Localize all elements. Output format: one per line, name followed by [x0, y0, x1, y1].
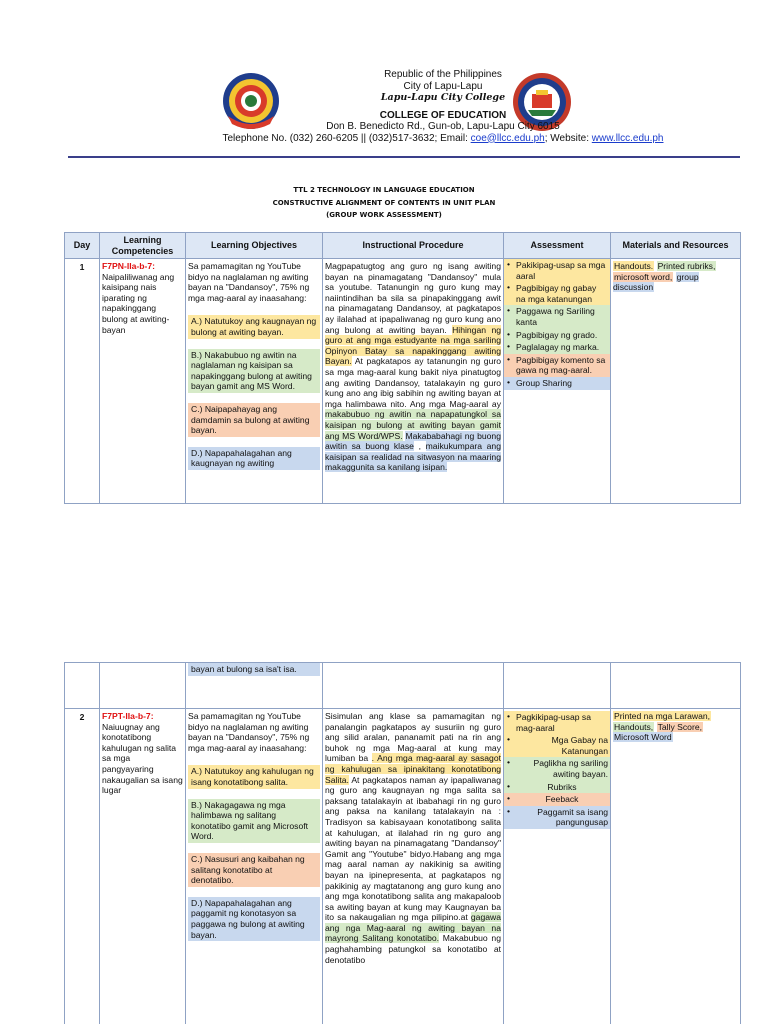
- procedure-text: Makabubuo ng paghahambing patungkol sa konotatibo at denotatibo: [325, 933, 501, 965]
- materials-cell: [611, 663, 741, 709]
- document-page-2: [0, 640, 768, 1024]
- objective-b: B.) Nakagagawa ng mga halimbawa ng salitang konotatibo gamit ang Microsoft Word.: [188, 799, 320, 843]
- competency-cell: [100, 709, 186, 1024]
- competency-text: Naiuugnay ang konotatibong kahulugan ng salita sa mga pangyayaring nakaugalian sa isang lugar: [102, 721, 183, 796]
- col-header-procedure: Instructional Procedure: [323, 233, 504, 259]
- procedure-highlight-green: gagawa ang nga Mag-aaral ng awiting bayan na mayrong Salitang konotatibo.: [325, 912, 501, 944]
- objective-d: D.) Napapahalagahan ang kaugnayan ng awiting: [188, 447, 320, 470]
- materials-cell: [611, 709, 741, 1024]
- material-item: Handouts,: [614, 721, 654, 732]
- assessment-item: • Rubriks: [504, 781, 610, 794]
- objective-d-continued: bayan at bulong sa isa't isa.: [188, 663, 320, 676]
- document-titles: [0, 184, 768, 222]
- assessment-item: • Pagkikipag-usap sa mag-aaral: [504, 711, 610, 734]
- objectives-cell: [186, 663, 323, 709]
- republic-line: Republic of the Philippines: [384, 69, 502, 80]
- assessment-item: • Paglikha ng sariling awiting bayan.: [504, 757, 610, 780]
- objective-intro: Sa pamamagitan ng YouTube bidyo na naglalaman ng awiting bayan na "Dandansoy", 75% ng mga mag-aaral ay inaasahang:: [188, 261, 310, 303]
- procedure-cell: [323, 259, 504, 504]
- table-row: [65, 709, 741, 1024]
- header-divider: [68, 156, 740, 158]
- objective-c: C.) Nasusuri ang kaibahan ng salitang konotatibo at denotatibo.: [188, 853, 320, 887]
- material-item: Printed na mga Larawan,: [614, 711, 711, 721]
- objective-intro: Sa pamamagitan ng YouTube bidyo na naglalaman ng awiting bayan na "Dandansoy", 75% ng mga mag-aaral ay inaasahang:: [188, 711, 310, 753]
- procedure-cell: [323, 663, 504, 709]
- table-header-row: [65, 233, 741, 259]
- material-item: Printed rubriks,: [657, 261, 716, 271]
- website-label: ; Website:: [544, 132, 592, 144]
- assessment-item: • Mga Gabay na Katanungan: [504, 734, 610, 757]
- email-link[interactable]: coe@llcc.edu.ph: [470, 132, 545, 144]
- contact-prefix: Telephone No. (032) 260-6205 || (032)517-3632; Email:: [222, 132, 471, 144]
- col-header-materials: Materials and Resources: [611, 233, 741, 259]
- table-row: [65, 259, 741, 504]
- college-name: Lapu-Lapu City College: [380, 92, 506, 103]
- material-item: microsoft word,: [614, 271, 673, 282]
- course-title: TTL 2 TECHNOLOGY IN LANGUAGE EDUCATION: [293, 186, 475, 194]
- department-name: COLLEGE OF EDUCATION: [379, 109, 507, 121]
- assessment-item: • Pagbibigay komento sa gawa ng mag-aaral.: [504, 354, 610, 377]
- assessment-item: • Group Sharing: [504, 377, 610, 390]
- address-line: Don B. Benedicto Rd., Gun-ob, Lapu-Lapu City 6015: [326, 121, 560, 132]
- material-item: Microsoft Word: [614, 732, 672, 743]
- assessment-cell: [504, 663, 611, 709]
- competency-cell: [100, 259, 186, 504]
- procedure-text: At pagkatapos ay tatanungin ng guro sa mga mag-aaral kung bakit niya pinatugtog ang awiting Dandansoy, tatalakayin ng guro kung ano ang ibig sabihin ng awiting bayan at mga halimbawa nito. Ang mga Mag-aaral ay: [325, 356, 501, 409]
- material-item: Handouts.: [614, 261, 654, 271]
- procedure-highlight-blue: Makababahagi ng buong awitin sa buong klase: [325, 430, 501, 452]
- procedure-text: Magpapatugtog ang guro ng isang awiting bayan na pinamagatang "Dandansoy" mula sa youtube. Tatanungin ng guro kung may naiintindihan ba sila sa pinapakinggang awit na pinamagatang Dandansoy, at pagkatapos ay ilalahad at ipapaliwanag ng guro kung ano ang bulong at awiting bayan.: [325, 261, 501, 335]
- letterhead: [150, 69, 736, 144]
- competency-code: F7PT-IIa-b-7:: [102, 711, 154, 721]
- procedure-highlight-yellow: . Ang mga mag-aaral ay sasagot ng kahulugan sa ipinakitang konotatibong Salita.: [325, 753, 501, 785]
- procedure-highlight-yellow: Hihingan ng guro at ang mga estudyante na mga sariling Opinyon Batay sa napakinggang awiting Bayan.: [325, 324, 501, 367]
- competency-cell: [100, 663, 186, 709]
- procedure-highlight-green: makabubuo ng awitin na napapatungkol sa kaisipan ng bulong at awiting bayan gamit ang MS Word/WPS.: [325, 409, 501, 441]
- materials-cell: [611, 259, 741, 504]
- contact-line: [150, 133, 736, 145]
- document-subtitle: (GROUP WORK ASSESSMENT): [326, 211, 442, 219]
- city-line: City of Lapu-Lapu: [403, 80, 483, 92]
- material-item: Tally Score,: [657, 721, 702, 732]
- objective-a: A.) Natutukoy ang kaugnayan ng bulong at awiting bayan.: [188, 315, 320, 338]
- col-header-objectives: Learning Objectives: [186, 233, 323, 259]
- assessment-item: • Paglalagay ng marka.: [504, 341, 610, 354]
- procedure-text: Sisimulan ang klase sa pamamagitan ng panalangin pagkatapos ay susuriin ng guro ang silid aralan, pananamit pati na rin ang buhok ng mga Mag-aaral at kung may lumiban ba: [325, 711, 501, 764]
- day-cell: 2: [65, 709, 100, 1024]
- procedure-highlight-blue: maikukumpara ang kaisipan sa realidad na sitwasyon na maaring makaggunita sa kanilang isipan.: [325, 441, 501, 473]
- assessment-item: • Pakikipag-usap sa mga aaral: [504, 259, 610, 282]
- assessment-cell: [504, 259, 611, 504]
- competency-code: F7PN-IIa-b-7:: [102, 261, 155, 271]
- col-header-day: Day: [65, 233, 100, 259]
- document-title: CONSTRUCTIVE ALIGNMENT OF CONTENTS IN UNIT PLAN: [272, 198, 496, 207]
- objective-d: D.) Napapahalagahan ang paggamit ng konotasyon sa paggawa ng bulong at awiting bayan.: [188, 897, 320, 941]
- procedure-text: At pagkatapos naman ay ipapaliwanag ng guro ang kaugnayan ng mga salita sa paksang tatalakayin at ibabahagi rin ng guro ang paksa na kanilang tatalakayin na : Tradisyon sa kabisayaan konotatibong salita at kahulugan, at ilalahad rin ng guro ang awiting bayan na pinamagatang "Dandansoy" Gamit ang "Youtube" bidyo.Habang ang mga mag aaral naman ay nakikinig sa awiting bayan na ipinepresenta, at pagkatapos ng pakikinig ay magtatanong ang guro kung ano ang mga konotatibong salita ang makapaloob sa awiting bayan at kung may Kaugnayan ba ito sa nakaugalian ng mga pilipino.at: [325, 774, 501, 923]
- assessment-item: • Pagbibigay ng gabay na mga katanungan: [504, 282, 610, 305]
- website-link[interactable]: www.llcc.edu.ph: [591, 132, 664, 144]
- table-row: [65, 663, 741, 709]
- procedure-cell: [323, 709, 504, 1024]
- competency-text: Naipaliliwanag ang kaisipang nais iparating ng napakinggang bulong at awiting-bayan: [102, 271, 175, 335]
- col-header-assessment: Assessment: [504, 233, 611, 259]
- col-header-competencies: Learning Competencies: [100, 233, 186, 259]
- objectives-cell: [186, 259, 323, 504]
- objective-c: C.) Naipapahayag ang damdamin sa bulong at awiting bayan.: [188, 403, 320, 437]
- unit-plan-table-day1: [64, 232, 741, 504]
- objective-a: A.) Natutukoy ang kahulugan ng isang konotatibong salita.: [188, 765, 320, 788]
- assessment-cell: [504, 709, 611, 1024]
- unit-plan-table-continued: [64, 662, 741, 1024]
- objective-b: B.) Nakabubuo ng awitin na naglalaman ng kaisipan sa napakinggang bulong at awiting bayan gamit ang MS Word.: [188, 349, 320, 393]
- assessment-item: • Pagbibigay ng grado.: [504, 329, 610, 342]
- assessment-item: • Paggamit sa isang pangungusap: [504, 806, 610, 829]
- objectives-cell: [186, 709, 323, 1024]
- material-item: group discussion: [613, 271, 699, 293]
- day-cell: 1: [65, 259, 100, 504]
- day-cell: [65, 663, 100, 709]
- assessment-item: • Paggawa ng Sariling kanta: [504, 305, 610, 328]
- procedure-text: ,: [413, 441, 426, 452]
- assessment-item: • Feeback: [504, 793, 610, 806]
